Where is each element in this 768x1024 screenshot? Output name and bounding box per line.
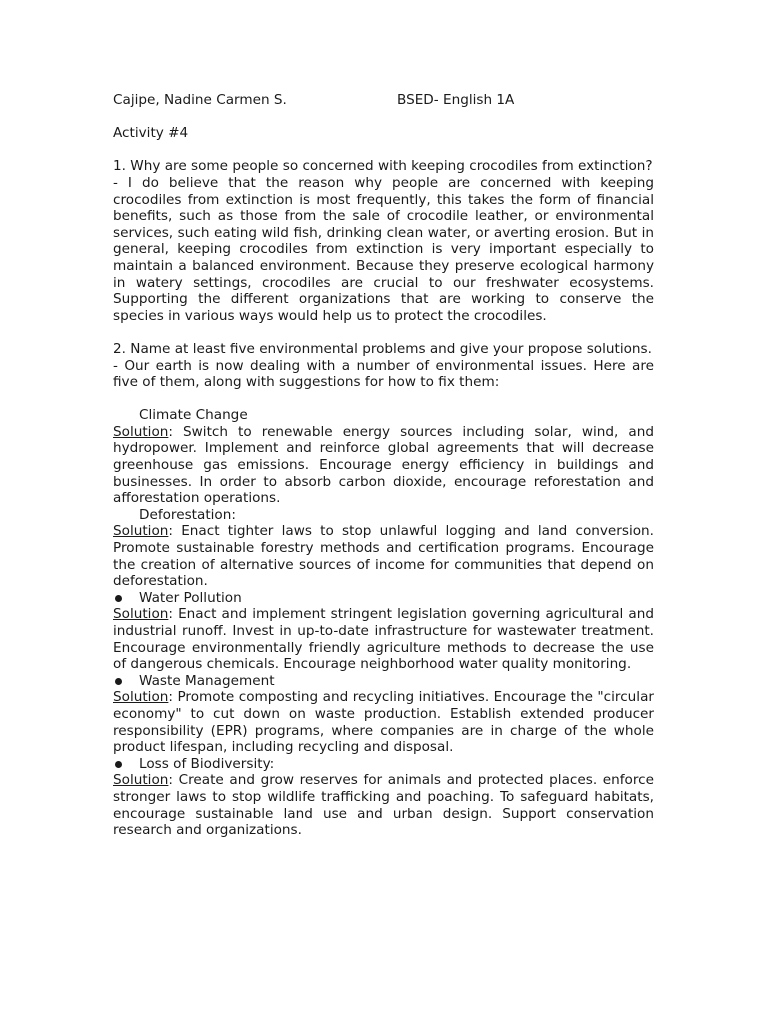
document-page	[113, 92, 654, 839]
problem-heading-water-pollution	[113, 590, 654, 607]
solution-text: : Enact tighter laws to stop unlawful logging and land conversion. Promote sustainable forestry methods and certification programs. Encourage the creation of alternative sources of income for communities that depend on deforestation.	[113, 523, 654, 590]
bullet-icon	[115, 761, 122, 768]
activity-title: Activity #4	[113, 125, 189, 142]
bullet-icon	[115, 678, 122, 685]
solution-label: Solution	[113, 523, 169, 540]
solution-climate-change	[113, 424, 654, 507]
question-2-intro: - Our earth is now dealing with a number of environmental issues. Here are five of them, along with suggestions for how to fix them:	[113, 357, 654, 391]
solution-label: Solution	[113, 423, 169, 440]
solution-deforestation	[113, 523, 654, 589]
solution-label: Solution	[113, 606, 169, 623]
problem-heading-waste-management	[113, 673, 654, 690]
solution-loss-of-biodiversity	[113, 772, 654, 838]
solution-text: : Promote composting and recycling initiatives. Encourage the "circular economy" to cut down on waste production. Establish extended producer responsibility (EPR) programs, where companies are in charge of the whole product lifespan, including recycling and disposal.	[113, 689, 654, 756]
problem-heading-text: Loss of Biodiversity:	[139, 755, 275, 772]
problem-heading-text: Waste Management	[139, 672, 275, 689]
question-2-prompt: 2. Name at least five environmental problems and give your propose solutions.	[113, 340, 652, 357]
problem-heading-loss-of-biodiversity	[113, 756, 654, 773]
solution-water-pollution	[113, 606, 654, 672]
solution-text: : Enact and implement stringent legislation governing agricultural and industrial runoff. Invest in up-to-date infrastructure for wastewater treatment. Encourage environmentally friendly agriculture methods to decrease the use of dangerous chemicals. Encourage neighborhood water quality monitoring.	[113, 606, 654, 673]
question-1-prompt: 1. Why are some people so concerned with keeping crocodiles from extinction?	[113, 158, 653, 175]
solution-text: : Switch to renewable energy sources including solar, wind, and hydropower. Implement and reinforce global agreements that will decrease greenhouse gas emissions. Encourage energy efficiency in buildings and businesses. In order to absorb carbon dioxide, encourage reforestation and afforestation operations.	[113, 423, 654, 507]
bullet-icon	[115, 595, 122, 602]
question-1-answer: - I do believe that the reason why people are concerned with keeping crocodiles from extinction is most frequently, this takes the form of financial benefits, such as those from the sale of crocodile leather, or environmental services, such eating wild fish, drinking clean water, or averting erosion. But in general, keeping crocodiles from extinction is very important especially to maintain a balanced environment. Because they preserve ecological harmony in watery settings, crocodiles are crucial to our freshwater ecosystems. Supporting the different organizations that are working to conserve the species in various ways would help us to protect the crocodiles.	[113, 174, 654, 324]
solution-label: Solution	[113, 689, 169, 706]
problem-heading-deforestation: Deforestation:	[139, 506, 236, 523]
problem-heading-climate-change: Climate Change	[139, 407, 248, 424]
solution-text: : Create and grow reserves for animals and protected places. enforce stronger laws to stop wildlife trafficking and poaching. To safeguard habitats, encourage sustainable land use and urban design. Support conservation research and organizations.	[113, 772, 654, 839]
course-section: BSED- English 1A	[397, 92, 515, 108]
solution-label: Solution	[113, 772, 169, 789]
student-name: Cajipe, Nadine Carmen S.	[113, 92, 287, 108]
problem-heading-text: Water Pollution	[139, 589, 242, 606]
document-header	[113, 92, 654, 109]
solution-waste-management	[113, 689, 654, 755]
